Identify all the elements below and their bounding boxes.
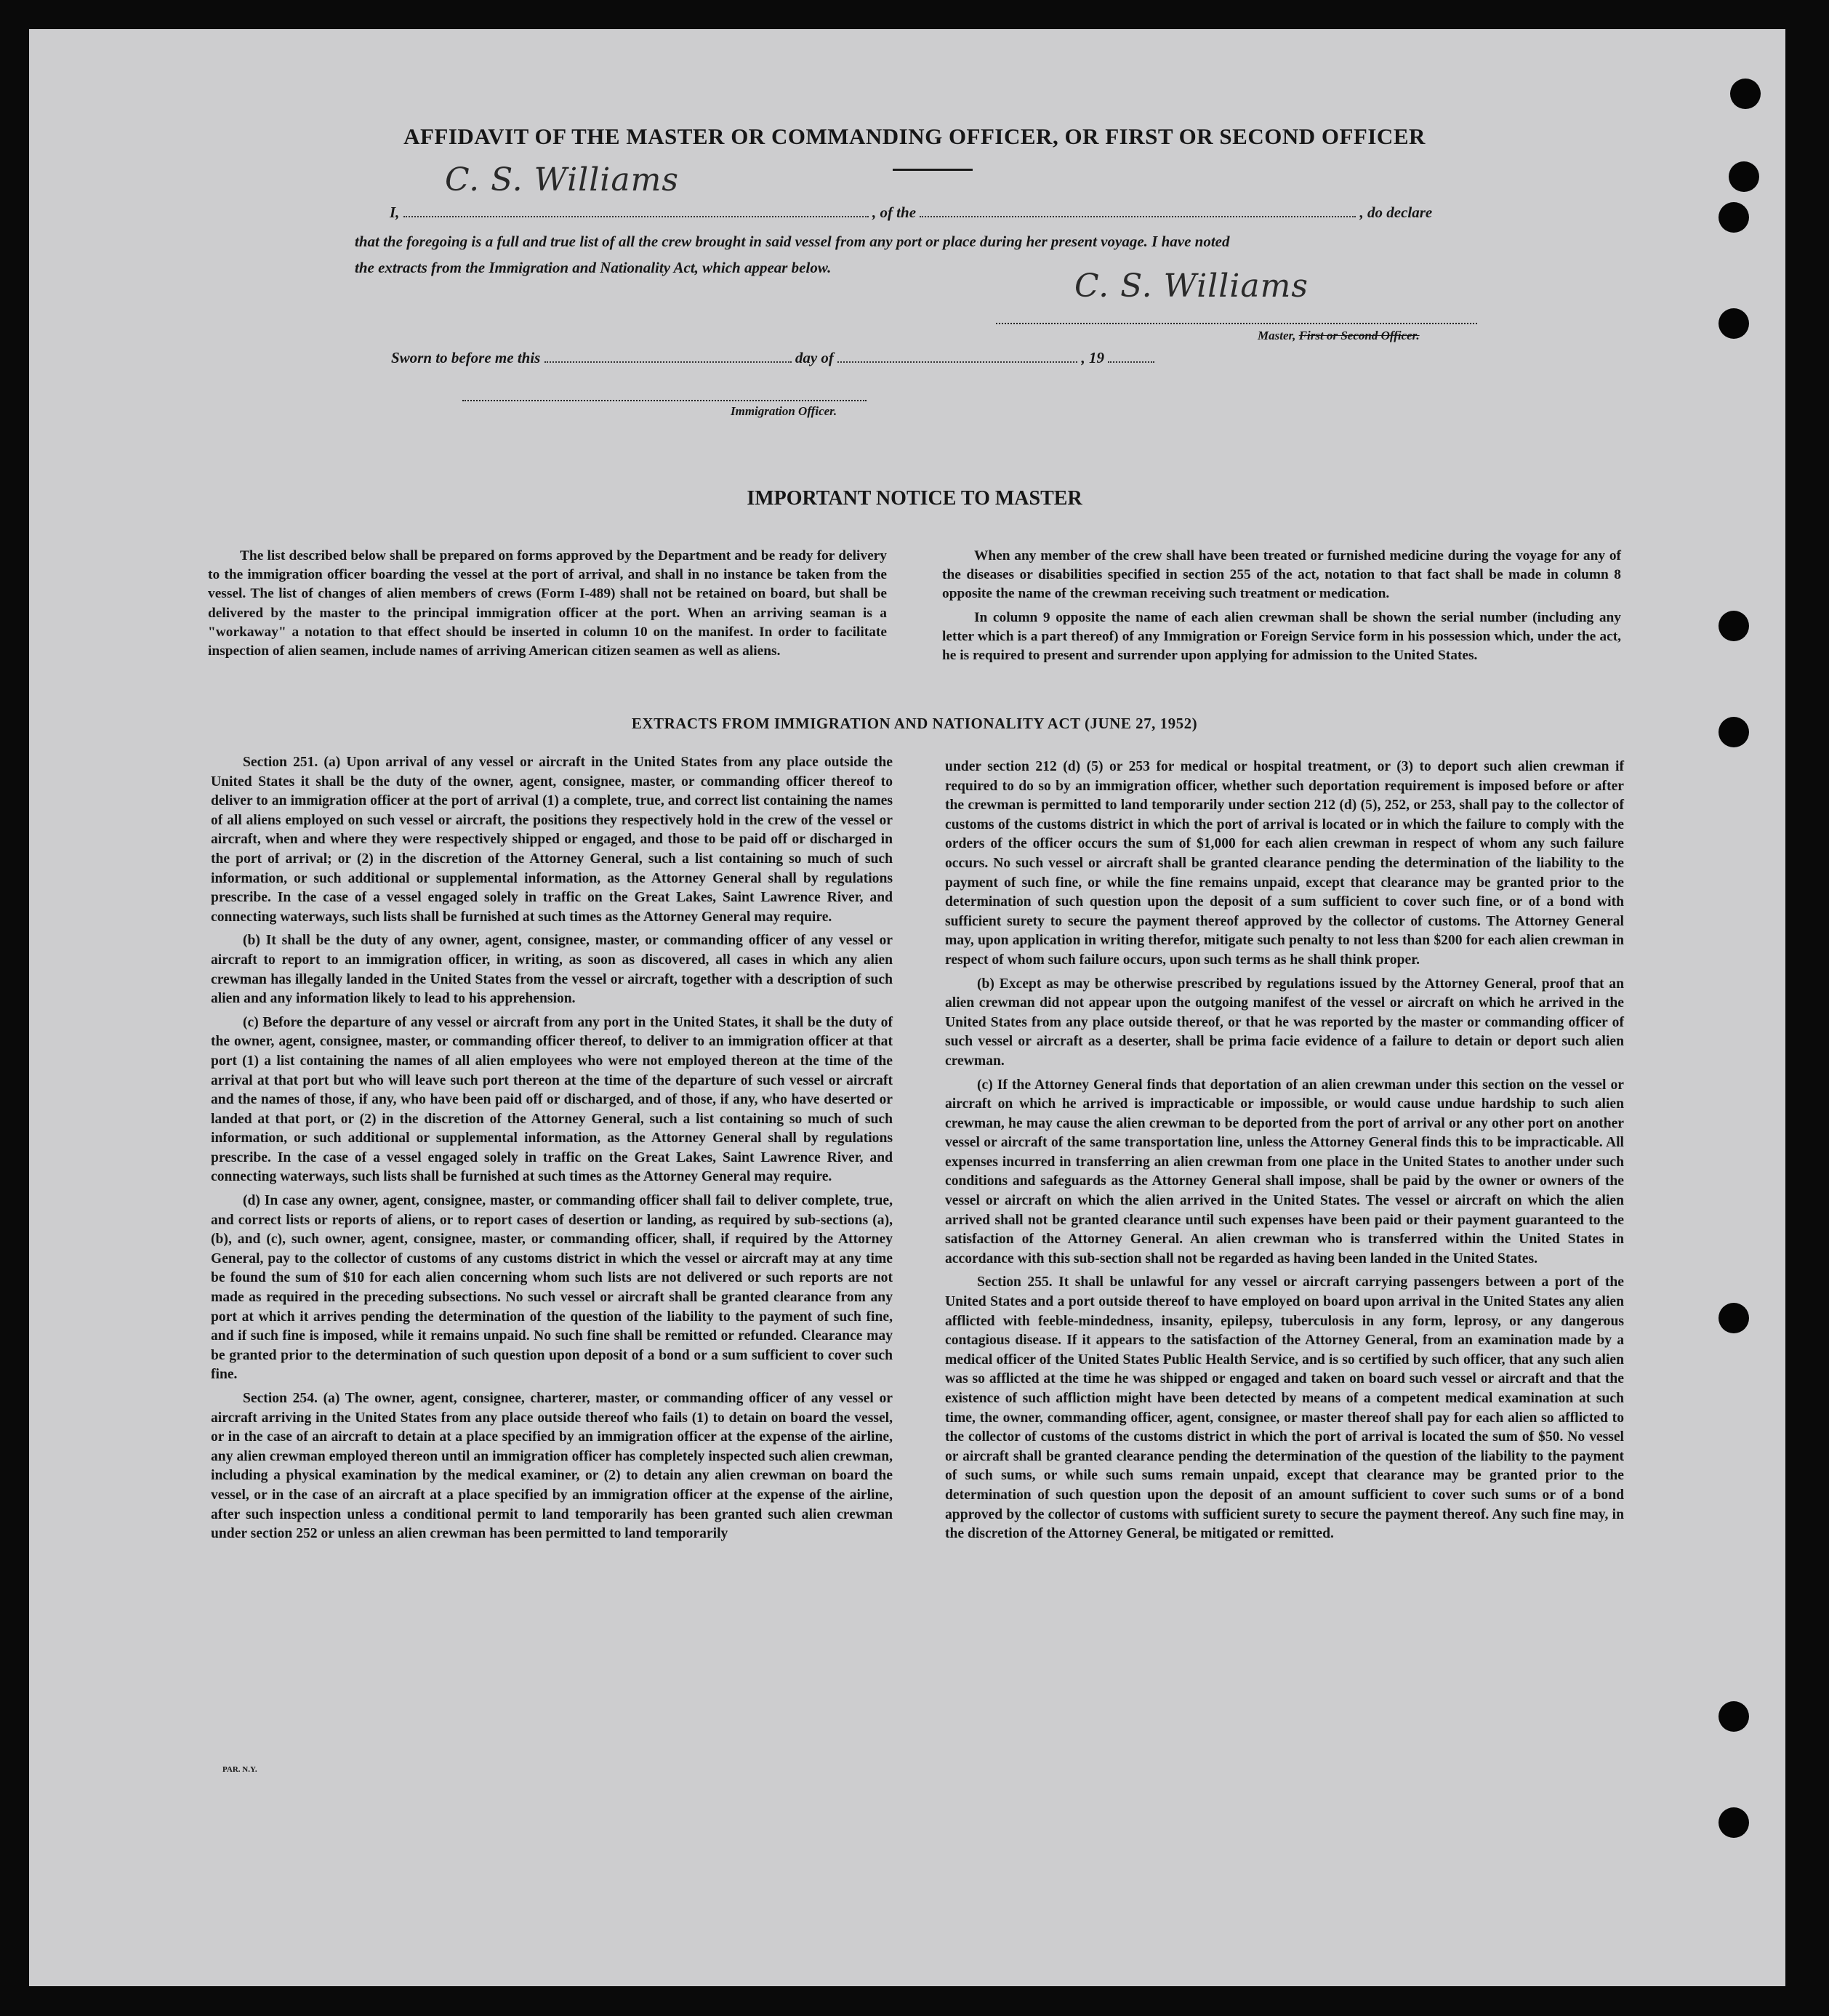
section-254-b: (b) Except as may be otherwise prescribed by regulations issued by the Attorney General, proof that an alien crewman did not appear upon the outgoing manifest of the vessel or aircraft on which he arrived in the United States from any place outside thereof, or that he was reported by the master or commanding officer of such vessel or aircraft as a deserter, shall be prima facie evidence of a failure to detain or deport such alien crewman. — [945, 976, 1624, 1069]
binder-hole — [1719, 308, 1749, 339]
notice-title: IMPORTANT NOTICE TO MASTER — [747, 487, 1082, 510]
section-254-a-continued: under section 212 (d) (5) or 253 for medical or hospital treatment, or (3) to deport such alien crewman if required to do so by an immigration officer, whether such deportation requirement is imposed before or after the crewman is permitted to land temporarily under section 212 (d) (5), 252, or 253, shall pay to the collector of customs of the customs district in which the port of arrival is located or in which the failure to comply with the orders of the officer occurs the sum of $1,000 for each alien crewman in respect of whom any such failure occurs. No such vessel or aircraft shall be granted clearance pending the determination of the liability to the payment of such fine, or while the fine remains unpaid, except that clearance may be granted prior to the determination of such question upon the deposit of a sum sufficient to cover such fine, or of a bond with sufficient surety to secure the payment thereof approved by the collector of customs. The Attorney General may, upon application in writing therefor, mitigate such penalty to not less than $200 for each alien crewman in respect of whom such failure occurs, upon such terms as he shall think proper. — [945, 759, 1624, 968]
notice-left-paragraph: The list described below shall be prepared on forms approved by the Department and be ready for delivery to the immigration officer boarding the vessel at the port of arrival, and shall in no instance be taken from the vessel. The list of changes of alien members of crews (Form I-489) shall not be retained on board, but shall be delivered by the master to the principal immigration officer at the port. When an arriving seaman is a "workaway" a notation to that effect should be inserted in column 10 on the manifest. In order to facilitate inspection of alien seamen, include names of arriving American citizen seamen as well as aliens. — [208, 548, 887, 659]
binder-hole — [1719, 1303, 1749, 1333]
notice-left-column — [208, 547, 887, 665]
declaration-line — [390, 204, 1480, 222]
master-label: Master, First or Second Officer. — [1258, 329, 1420, 342]
signature-declarant: C. S. Williams — [445, 161, 679, 198]
section-255: Section 255. It shall be unlawful for any vessel or aircraft carrying passengers between a port of the United States and a port outside thereof to have employed on board upon arrival in the United States any alien afflicted with feeble-mindedness, insanity, epilepsy, tuberculosis in any form, leprosy, or any dangerous contagious disease. If it appears to the satisfaction of the Attorney General, from an examination made by a medical officer of the United States Public Health Service, and is so certified by such officer, that any such alien was so afflicted at the time he was shipped or engaged and taken on board such vessel or aircraft and that the existence of such affliction might have been detected by means of a competent medical examination at such time, the owner, commanding officer, agent, consignee, or master thereof shall pay for each alien so afflicted to the collector of customs of the customs district in which the port of arrival is located the sum of $50. No vessel or aircraft shall be granted clearance pending the determination of the question of the liability to the payment of such sums, or while such sums remain unpaid, except that clearance may be granted prior to the determination of such question upon the deposit of an amount sufficient to cover such sums or of a bond approved by the collector of customs with sufficient surety to secure the payment thereof. Any such fine may, in the discretion of the Attorney General, be mitigated or remitted. — [945, 1274, 1624, 1542]
binder-hole — [1719, 611, 1749, 641]
day-of-label: day of — [795, 349, 834, 366]
of-the-label: , of the — [872, 204, 917, 221]
sworn-year-field[interactable] — [1108, 361, 1154, 363]
title-divider — [893, 169, 973, 171]
sworn-line — [391, 349, 1154, 367]
section-254-a: Section 254. (a) The owner, agent, consignee, charterer, master, or commanding officer of any vessel or aircraft arriving in the United States from any place outside thereof who fails (1) to detain on board the vessel, or in the case of an aircraft to detain at a place specified by an immigration officer at the expense of the airline, any alien crewman employed thereon until an immigration officer has completely inspected such alien crewman, including a physical examination by the medical examiner, or (2) to detain any alien crewman on board the vessel, or in the case of an aircraft at a place specified by an immigration officer at the expense of the airline, after such inspection unless a conditional permit to land temporarily has been granted such alien crewman under section 252 or unless an alien crewman has been permitted to land temporarily — [211, 1391, 893, 1542]
section-251-c: (c) Before the departure of any vessel or aircraft from any port in the United States, it shall be the duty of the owner, agent, consignee, master, or commanding officer thereof, to deliver to an immigration officer at that port (1) a list containing the names of all alien employees who were not employed thereon at the time of the arrival at that port but who will leave such port thereon at the time of the departure of such vessel or aircraft and the names of those, if any, who have been paid off or discharged, and of those, if any, who have deserted or landed at that port, or (2) in the discretion of the Attorney General, such a list containing so much of such information, or such additional or supplemental information, as the Attorney General shall by regulations prescribe. In the case of a vessel engaged solely in traffic on the Great Lakes, Saint Lawrence River, and connecting waterways, such lists shall be furnished at such times as the Attorney General may require. — [211, 1014, 893, 1185]
sworn-day-field[interactable] — [544, 361, 792, 363]
section-251-b: (b) It shall be the duty of any owner, agent, consignee, master, or commanding officer of any vessel or aircraft to report to an immigration officer, in writing, as soon as discovered, all cases in which any alien crewman has illegally landed in the United States from the vessel or aircraft, together with a description of such alien and any information likely to lead to his apprehension. — [211, 933, 893, 1007]
declaration-body-1: that the foregoing is a full and true list of all the crew brought in said vessel from any port or place during her present voyage. I have noted — [355, 233, 1230, 250]
year-label: , 19 — [1081, 349, 1104, 366]
sworn-label: Sworn to before me this — [391, 349, 541, 366]
binder-hole — [1719, 1701, 1749, 1732]
binder-hole — [1719, 202, 1749, 233]
officer-signature-line — [462, 398, 867, 401]
affidavit-title: AFFIDAVIT OF THE MASTER OR COMMANDING OFFICER, OR FIRST OR SECOND OFFICER — [403, 124, 1426, 149]
notice-right-paragraph-1: When any member of the crew shall have been treated or furnished medicine during the voyage for any of the diseases or disabilities specified in section 255 of the act, notation to that fact shall be made in column 8 opposite the name of the crewman receiving such treatment or medication. — [942, 548, 1621, 602]
declaration-body-2: the extracts from the Immigration and Nationality Act, which appear below. — [355, 259, 832, 276]
notice-right-column — [942, 547, 1621, 670]
binder-hole — [1730, 79, 1761, 109]
signature-master: C. S. Williams — [1074, 268, 1309, 305]
immigration-officer-label: Immigration Officer. — [731, 404, 837, 418]
name-field[interactable] — [403, 216, 869, 217]
section-251-d: (d) In case any owner, agent, consignee, master, or commanding officer shall fail to deliver complete, true, and correct lists or reports of aliens, or to report cases of desertion or landing, as required by sub-sections (a), (b), and (c), such owner, agent, consignee, master, or commanding officer, shall, if required by the Attorney General, pay to the collector of customs of any customs district in which the vessel or aircraft may at any time be found the sum of $10 for each alien concerning whom such lists are not delivered or such reports are not made as required in the preceding subsections. No such vessel or aircraft shall be granted clearance from any port at which it arrives pending the determination of the question of the liability to the payment of such fine, and if such fine is imposed, while it remains unpaid. No such fine shall be remitted or refunded. Clearance may be granted prior to the determination of such question upon deposit of a bond or a sum sufficient to cover such fine. — [211, 1193, 893, 1383]
extracts-title: EXTRACTS FROM IMMIGRATION AND NATIONALITY ACT (JUNE 27, 1952) — [631, 715, 1198, 732]
section-254-c: (c) If the Attorney General finds that deportation of an alien crewman under this section on the vessel or aircraft on which he arrived is impracticable or impossible, or would cause undue hardship to such alien crewman, he may cause the alien crewman to be deported from the port of arrival or any other port on another vessel or aircraft of the same transportation line, unless the Attorney General finds this to be impracticable. All expenses incurred in transferring an alien crewman from one place in the United States to another under such conditions and safeguards as the Attorney General shall impose, shall be paid by the owner or owners of the vessel or aircraft on which the alien arrived in the United States. The vessel or aircraft on which the alien arrived shall not be granted clearance until such expenses have been paid or their payment guaranteed to the satisfaction of the Attorney General. An alien crewman who is transferred within the United States in accordance with this sub-section shall not be regarded as having been landed in the United States. — [945, 1077, 1624, 1266]
binder-hole — [1719, 1807, 1749, 1838]
printer-code: PAR. N.Y. — [222, 1765, 257, 1774]
binder-hole — [1729, 161, 1759, 192]
section-251-a: Section 251. (a) Upon arrival of any vessel or aircraft in the United States from any place outside the United States it shall be the duty of the owner, agent, consignee, master, or commanding officer thereof to deliver to an immigration officer at the port of arrival (1) a complete, true, and correct list containing the names of all aliens employed on such vessel or aircraft, the positions they respectively hold in the crew of the vessel or aircraft, when and where they were respectively shipped or engaged, and those to be paid off or discharged in the port of arrival; or (2) in the discretion of the Attorney General, such a list containing so much of such information, or such additional or supplemental information, as the Attorney General shall by regulations prescribe. In the case of a vessel engaged solely in traffic on the Great Lakes, Saint Lawrence River, and connecting waterways, such lists shall be furnished at such times as the Attorney General may require. — [211, 755, 893, 925]
i-label: I, — [390, 204, 400, 221]
notice-right-paragraph-2: In column 9 opposite the name of each alien crewman shall be shown the serial number (including any letter which is a part thereof) of any Immigration or Foreign Service form in his possession which, under the act, he is required to present and surrender upon applying for admission to the United States. — [942, 609, 1621, 664]
extracts-right-column — [945, 758, 1624, 1549]
do-declare-label: , do declare — [1359, 204, 1433, 221]
vessel-field[interactable] — [920, 216, 1356, 217]
extracts-left-column — [211, 753, 893, 1549]
binder-hole — [1719, 717, 1749, 747]
sworn-month-field[interactable] — [837, 361, 1077, 363]
master-signature-line — [996, 321, 1477, 324]
